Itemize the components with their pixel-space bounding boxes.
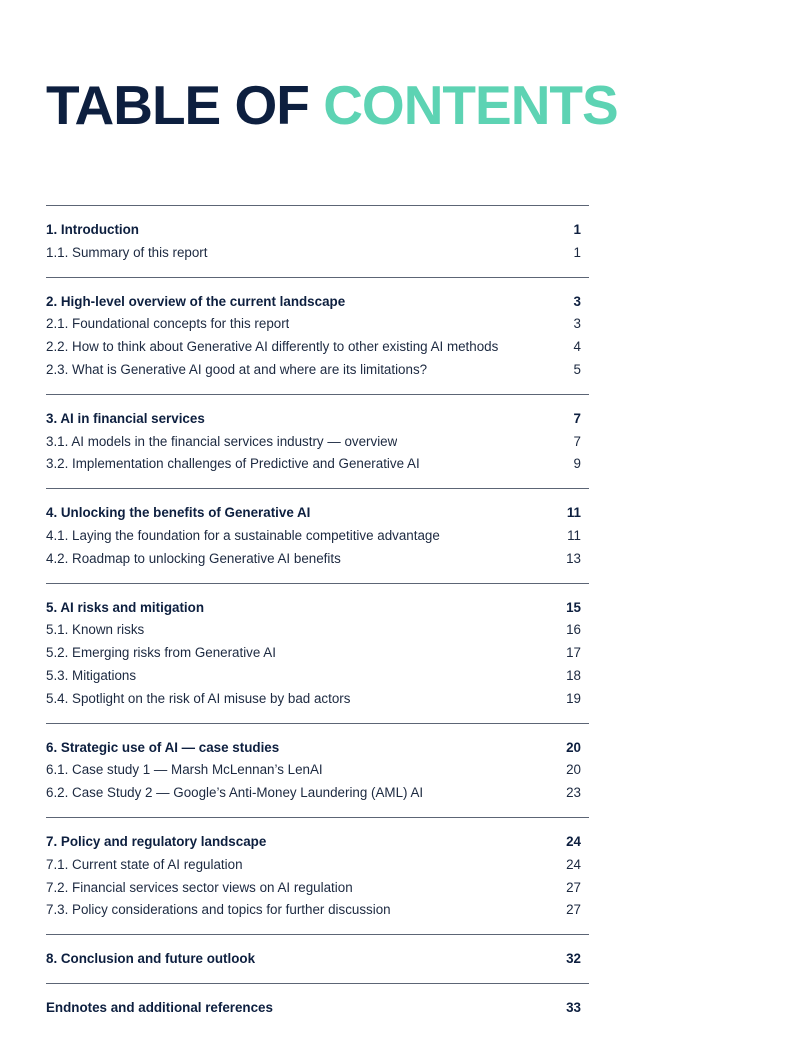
toc-entry-label: 4.2. Roadmap to unlocking Generative AI benefits <box>46 550 341 566</box>
toc-heading-introduction[interactable] <box>46 219 589 242</box>
toc-entry-label: 3.2. Implementation challenges of Predictive and Generative AI <box>46 456 420 472</box>
toc-entry-2-3[interactable] <box>46 359 589 382</box>
toc-entry-label: 1. Introduction <box>46 222 139 237</box>
toc-entry-label: 3.1. AI models in the financial services industry — overview <box>46 433 398 449</box>
toc-heading-endnotes[interactable] <box>46 997 589 1020</box>
toc-heading-conclusion[interactable] <box>46 948 589 971</box>
toc-page-number: 3 <box>573 293 581 309</box>
toc-section-3 <box>46 394 589 488</box>
toc-page-number: 9 <box>573 456 581 472</box>
toc-entry-5-3[interactable] <box>46 665 589 688</box>
page-title-part-2: CONTENTS <box>323 74 618 136</box>
toc-entry-label: 6.1. Case study 1 — Marsh McLennan’s LenAI <box>46 762 323 778</box>
toc-page-number: 7 <box>573 410 581 426</box>
toc-page-number: 32 <box>566 951 581 967</box>
toc-entry-label: 7. Policy and regulatory landscape <box>46 833 267 849</box>
toc-entry-5-4[interactable] <box>46 688 589 711</box>
toc-page-number: 19 <box>566 690 581 706</box>
toc-page-number: 24 <box>566 856 581 872</box>
toc-entry-2-2[interactable] <box>46 336 589 359</box>
toc-entry-1-1[interactable] <box>46 242 589 265</box>
toc-section-8 <box>46 934 589 983</box>
toc-entry-label: 7.2. Financial services sector views on AI regulation <box>46 879 353 895</box>
toc-heading-ai-in-financial-services[interactable] <box>46 408 589 431</box>
toc-entry-5-1[interactable] <box>46 619 589 642</box>
toc-entry-label: 4.1. Laying the foundation for a sustainable competitive advantage <box>46 527 440 543</box>
toc-page-number: 11 <box>566 505 581 521</box>
page-title <box>46 72 618 138</box>
toc-page-number: 18 <box>566 667 581 683</box>
toc-page-number: 24 <box>566 833 581 849</box>
toc-entry-label: 8. Conclusion and future outlook <box>46 951 256 967</box>
toc-section-4 <box>46 488 589 582</box>
toc-entry-label: 5.1. Known risks <box>46 622 145 638</box>
toc-heading-unlocking-benefits[interactable] <box>46 502 589 525</box>
toc-entry-6-1[interactable] <box>46 759 589 782</box>
toc-entry-label: 1.1. Summary of this report <box>46 244 208 260</box>
toc-page-number: 16 <box>566 622 581 638</box>
toc-heading-ai-risks[interactable] <box>46 597 589 620</box>
toc-entry-label: 2.1. Foundational concepts for this report <box>46 316 290 332</box>
toc-section-7 <box>46 817 589 934</box>
toc-page-number: 3 <box>573 316 581 332</box>
toc-entry-5-2[interactable] <box>46 642 589 665</box>
toc-entry-4-1[interactable] <box>46 525 589 548</box>
page-title-part-1: TABLE OF <box>46 74 309 136</box>
toc-section-5 <box>46 583 589 723</box>
toc-page-number: 20 <box>566 762 581 778</box>
toc-entry-label: 7.3. Policy considerations and topics for further discussion <box>46 902 391 918</box>
toc-entry-label: 2. High-level overview of the current landscape <box>46 293 346 309</box>
toc-page-number: 5 <box>573 361 581 377</box>
toc-entry-label: 5. AI risks and mitigation <box>46 599 204 615</box>
toc-page-number: 11 <box>567 527 581 543</box>
toc-entry-7-3[interactable] <box>46 899 589 922</box>
toc-entry-label: 2.3. What is Generative AI good at and where are its limitations? <box>46 361 428 377</box>
toc-section-6 <box>46 723 589 817</box>
toc-entry-label: Endnotes and additional references <box>46 999 273 1015</box>
toc-entry-6-2[interactable] <box>46 782 589 805</box>
toc-entry-2-1[interactable] <box>46 313 589 336</box>
toc-entry-4-2[interactable] <box>46 548 589 571</box>
toc-page-number: 4 <box>573 339 581 355</box>
toc-page-number: 1 <box>573 222 581 237</box>
toc-page-number: 17 <box>566 645 581 661</box>
toc-page-number: 20 <box>566 739 581 755</box>
toc-entry-label: 5.3. Mitigations <box>46 667 137 683</box>
toc-heading-policy[interactable] <box>46 831 589 854</box>
toc-heading-case-studies[interactable] <box>46 737 589 760</box>
toc-page-number: 13 <box>566 550 581 566</box>
toc-entry-label: 2.2. How to think about Generative AI differently to other existing AI methods <box>46 339 499 355</box>
toc-entry-7-1[interactable] <box>46 854 589 877</box>
toc-page-number: 7 <box>573 433 581 449</box>
toc-entry-label: 6.2. Case Study 2 — Google’s Anti-Money Laundering (AML) AI <box>46 785 424 801</box>
toc-entry-7-2[interactable] <box>46 877 589 900</box>
toc-entry-label: 5.4. Spotlight on the risk of AI misuse by bad actors <box>46 690 351 706</box>
toc-entry-label: 6. Strategic use of AI — case studies <box>46 739 280 755</box>
table-of-contents <box>46 205 589 1032</box>
toc-page-number: 23 <box>566 785 581 801</box>
toc-page-number: 1 <box>573 244 581 260</box>
toc-page-number: 27 <box>566 879 581 895</box>
toc-entry-label: 3. AI in financial services <box>46 410 205 426</box>
toc-page-number: 15 <box>566 599 581 615</box>
toc-entry-label: 5.2. Emerging risks from Generative AI <box>46 645 276 661</box>
toc-entry-3-1[interactable] <box>46 431 589 454</box>
toc-entry-3-2[interactable] <box>46 453 589 476</box>
toc-page-number: 27 <box>566 902 581 918</box>
toc-heading-overview[interactable] <box>46 291 589 314</box>
toc-section-1 <box>46 205 589 277</box>
toc-section-2 <box>46 277 589 394</box>
toc-entry-label: 4. Unlocking the benefits of Generative AI <box>46 505 311 521</box>
toc-section-endnotes <box>46 983 589 1032</box>
toc-page-number: 33 <box>566 999 581 1015</box>
toc-entry-label: 7.1. Current state of AI regulation <box>46 856 243 872</box>
